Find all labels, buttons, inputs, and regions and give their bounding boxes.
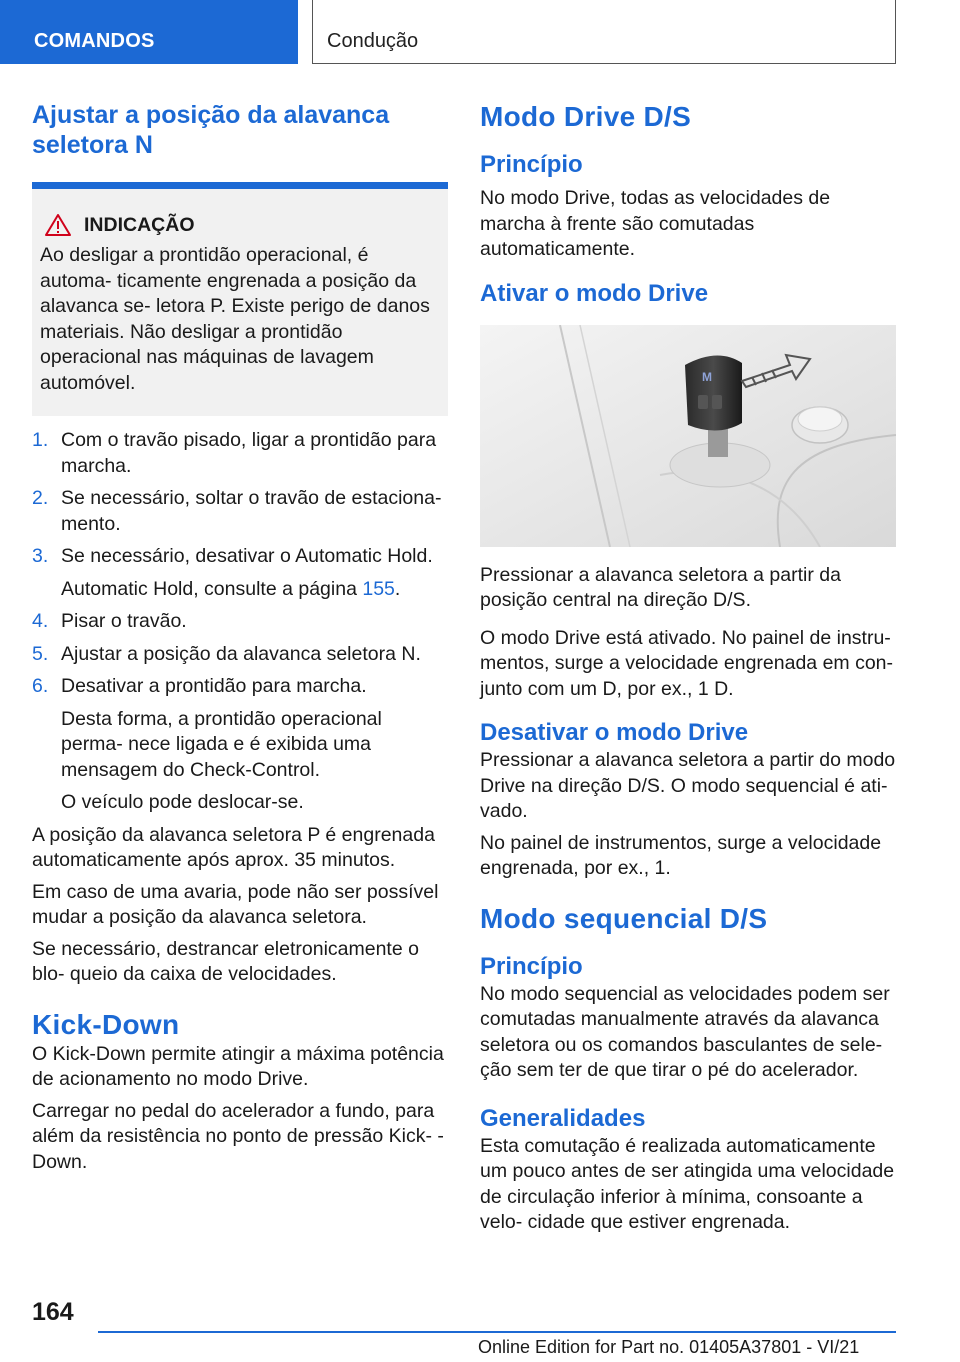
paragraph: Se necessário, destrancar eletronicamente o blo- queio da caixa de velocidades. — [32, 937, 419, 985]
section-tab — [0, 0, 298, 64]
list-item: 4. Pisar o travão. — [32, 610, 187, 632]
gear-selector-photo — [480, 325, 896, 547]
chapter-title: Condução — [327, 30, 419, 52]
drive-principle-heading: Princípio — [480, 151, 583, 178]
paragraph: No painel de instrumentos, surge a velocidade engrenada, por ex., 1. — [480, 831, 882, 879]
paragraph: No modo Drive, todas as velocidades de marcha à frente são comutadas automaticamente. — [480, 187, 831, 260]
page-link[interactable]: 155 — [362, 577, 395, 600]
paragraph: Esta comutação é realizada automaticamente um pouco antes de ser atingida uma velocidade de circulação inferior à mínima, consoante a velo- cidade que estiver engrenada. — [480, 1134, 895, 1233]
kickdown-heading: Kick-Down — [32, 1008, 180, 1040]
steps-list — [32, 428, 448, 816]
general-heading: Generalidades — [480, 1104, 646, 1132]
drive-mode-heading: Modo Drive D/S — [480, 101, 692, 132]
page-number: 164 — [32, 1298, 74, 1326]
sequential-principle-heading: Princípio — [480, 952, 583, 980]
chapter-tab — [312, 0, 896, 64]
paragraph: Em caso de uma avaria, pode não ser possível mudar a posição da alavanca seletora. — [32, 880, 439, 928]
activate-drive-heading: Ativar o modo Drive — [480, 279, 709, 307]
notice-box — [32, 182, 448, 416]
selector-n-heading: Ajustar a posição da alavanca seletora N — [32, 101, 390, 159]
step6-sub-1: Desta forma, a prontidão operacional perma- nece ligada e é exibida uma mensagem do Check-Control. — [61, 707, 382, 781]
edition-text: Online Edition for Part no. 01405A37801 - VI/21 — [478, 1337, 860, 1357]
list-item: 1. Com o travão pisado, ligar a prontidão para marcha. — [32, 429, 437, 477]
warning-triangle-icon — [44, 213, 72, 237]
list-item: 6. Desativar a prontidão para marcha. — [32, 675, 367, 697]
gear-selector-illustration — [480, 325, 896, 547]
notice-text: Ao desligar a prontidão operacional, é automa- ticamente engrenada a posição da alavanca se- letora P. Existe perigo de danos materiais. Não desligar a prontidão operacional nas máquinas de lavagem automóvel. — [40, 244, 430, 394]
sequential-mode-heading: Modo sequencial D/S — [480, 902, 768, 934]
section-title: COMANDOS — [34, 30, 155, 52]
paragraph: O Kick-Down permite atingir a máxima potência de acionamento no modo Drive. — [32, 1042, 444, 1090]
list-item: 2. Se necessário, soltar o travão de estaciona- mento. — [32, 487, 442, 535]
list-item: 3. Se necessário, desativar o Automatic Hold. — [32, 545, 433, 567]
paragraph: A posição da alavanca seletora P é engrenada automaticamente após aprox. 35 minutos. — [32, 823, 435, 871]
step6-sub-2: O veículo pode deslocar-se. — [61, 791, 304, 813]
paragraph: Pressionar a alavanca seletora a partir do modo Drive na direção D/S. O modo sequencial é ati- vado. — [480, 749, 896, 822]
paragraph: No modo sequencial as velocidades podem ser comutadas manualmente através da alavanca seletora ou os comandos basculantes de sele- ção sem ter de que tirar o pé do acelerador. — [480, 982, 890, 1081]
step3-reference: Automatic Hold, consulte a página 155. — [61, 577, 401, 600]
paragraph: Carregar no pedal do acelerador a fundo, para além da resistência no ponto de pressão Kick- -Down. — [32, 1099, 444, 1173]
paragraph: Pressionar a alavanca seletora a partir da posição central na direção D/S. — [480, 563, 841, 611]
left-column — [32, 100, 448, 1175]
paragraph: O modo Drive está ativado. No painel de instru- mentos, surge a velocidade engrenada em con- junto com um D, por ex., 1 D. — [480, 626, 894, 700]
right-column — [480, 100, 896, 1236]
deactivate-drive-heading: Desativar o modo Drive — [480, 719, 749, 746]
footer-divider — [98, 1331, 896, 1333]
svg-text:M: M — [702, 369, 712, 384]
notice-title: INDICAÇÃO — [84, 213, 195, 236]
list-item: 5. Ajustar a posição da alavanca seletora N. — [32, 642, 421, 665]
